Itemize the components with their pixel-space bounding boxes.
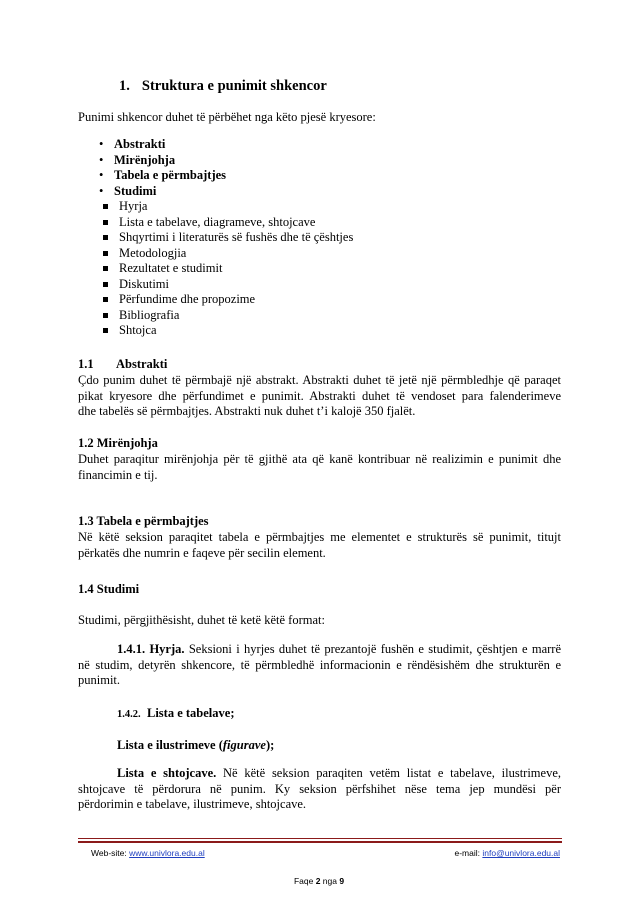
sublist-item: Shqyrtimi i literaturës së fushës dhe të çështjes [101, 230, 353, 246]
heading-number: 1. [119, 78, 130, 94]
sublist-item: Përfundime dhe propozime [101, 292, 353, 308]
paragraph-line: pikat kryesore dhe përfundimet e punimit. Abstrakti duhet të vendoset para falenderimeve [78, 388, 561, 403]
footer-email [455, 846, 561, 862]
footer-label: e-mail: [454, 848, 483, 858]
subsection-lista-shtojcave [78, 766, 561, 813]
page-prefix: Faqe [293, 876, 316, 886]
section-heading [119, 79, 327, 95]
sublist-item: Diskutimi [101, 277, 353, 293]
list-item: • Abstrakti [96, 137, 226, 153]
sublist-item: Bibliografia [101, 308, 353, 324]
footer-label: Web-site: [91, 848, 130, 858]
footer-rule [78, 841, 562, 843]
list-item: • Tabela e përmbajtjes [96, 168, 226, 184]
intro-text: Punimi shkencor duhet të përbëhet nga këto pjesë kryesore: [78, 110, 376, 124]
paragraph-line: shtojcave të përdorura në punim. Ky seksion përfshihet nëse tema jep mundësi për [78, 781, 561, 796]
subsection-label-italic: figurave [222, 738, 266, 752]
paragraph-text: Seksioni i hyrjes duhet të prezantojë fushën e studimit, çështjen e marrë [188, 642, 561, 656]
paragraph-line [78, 642, 561, 658]
footer-website [91, 846, 205, 862]
subsection-lista-tabelave [117, 706, 234, 723]
paragraph-line: Duhet paraqitur mirënjohja për të gjithë ata që kanë kontribuar në realizimin e punimit dhe [78, 452, 561, 466]
list-item: • Mirënjohja [96, 153, 226, 169]
subsection-number: 1.4.2. [117, 709, 141, 720]
sublist-item: Lista e tabelave, diagrameve, shtojcave [101, 215, 353, 231]
subsection-label: Lista e ilustrimeve ( [117, 738, 223, 752]
subsection-label: 1.4.1. Hyrja. [117, 642, 185, 656]
page-total: 9 [339, 876, 345, 886]
paragraph-line: përdorimin e tabelave, ilustrimeve, shtojcave. [78, 797, 307, 811]
paragraph-line: dhe tabelës së përmbajtjes. Abstrakti nuk duhet t’i kalojë 350 fjalët. [78, 404, 416, 418]
section-1-1-body [78, 373, 561, 420]
email-link[interactable]: info@univlora.edu.al [482, 848, 560, 858]
sublist-item: Hyrja [101, 199, 353, 215]
section-1-3-body [78, 530, 561, 561]
paragraph-line: Çdo punim duhet të përmbajë një abstrakt. Abstrakti duhet të jetë një përmbledhje që paraqet [78, 373, 561, 387]
website-link[interactable]: www.univlora.edu.al [129, 848, 205, 858]
subsection-lista-ilustrimeve [117, 738, 274, 754]
subsection-label-end: ); [265, 738, 275, 752]
study-sublist [101, 199, 353, 339]
section-1-4-intro: Studimi, përgjithësisht, duhet të ketë këtë format: [78, 613, 325, 627]
paragraph-line: në studim, detyrën shkencore, të përmbledhë informacionin e rëndësishëm dhe strukturën e [78, 657, 561, 672]
sublist-item: Shtojca [101, 323, 353, 339]
list-item: • Studimi [96, 184, 226, 200]
main-structure-list [96, 137, 226, 199]
paragraph-line: përkatës dhe numrin e faqeve për secilin element. [78, 545, 326, 560]
footer-rule [78, 838, 562, 839]
subsection-hyrja [78, 642, 561, 689]
subsection-label: Lista e shtojcave. [117, 766, 217, 780]
section-1-1-heading [78, 357, 167, 373]
page-current: 2 [315, 876, 321, 886]
sublist-item: Rezultatet e studimit [101, 261, 353, 277]
section-1-2-body [78, 452, 561, 483]
section-title: Abstrakti [116, 357, 168, 371]
page-middle: nga [320, 876, 340, 886]
paragraph-text: Në këtë seksion paraqiten vetëm listat e tabelave, ilustrimeve, [223, 766, 562, 780]
page-number [0, 874, 638, 890]
section-1-4-heading: 1.4 Studimi [78, 582, 140, 596]
heading-title: Struktura e punimit shkencor [141, 78, 327, 94]
subsection-label: Lista e tabelave; [147, 706, 235, 720]
section-1-2-heading: 1.2 Mirënjohja [78, 436, 158, 450]
paragraph-line [78, 766, 561, 782]
paragraph-line: Në këtë seksion paraqitet tabela e përmbajtjes me elementet e strukturës së punimit, titujt [78, 530, 561, 544]
sublist-item: Metodologjia [101, 246, 353, 262]
paragraph-line: punimit. [78, 673, 121, 687]
section-1-3-heading: 1.3 Tabela e përmbajtjes [78, 514, 209, 528]
paragraph-line: financimin e tij. [78, 467, 158, 482]
section-number: 1.1 [78, 357, 94, 371]
